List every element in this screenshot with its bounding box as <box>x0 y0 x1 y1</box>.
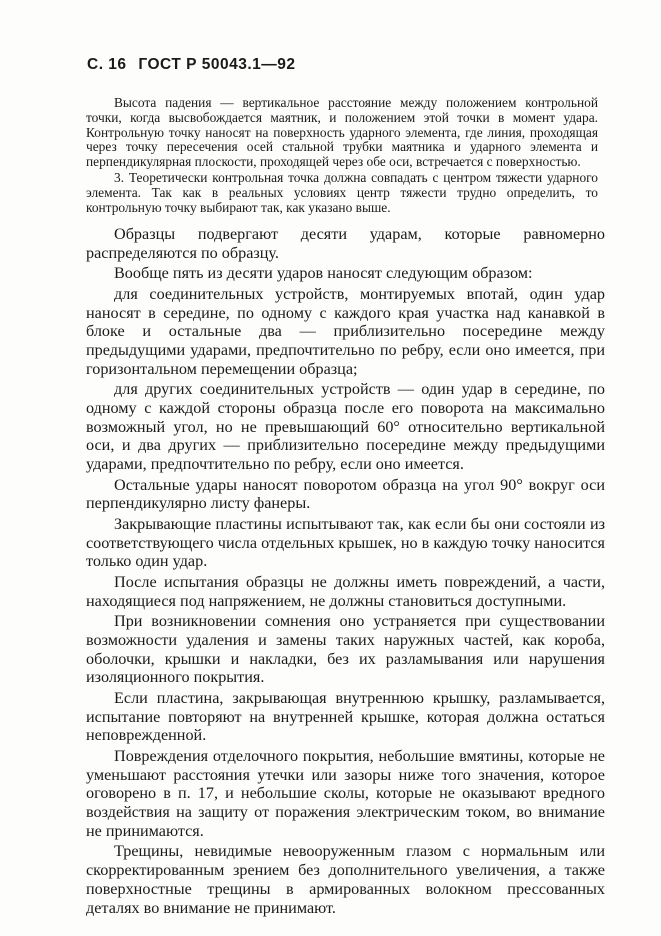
body-paragraph: После испытания образцы не должны иметь повреждений, а части, находящиеся под напряжением, не должны становиться доступными. <box>86 573 605 610</box>
page-header <box>87 56 303 74</box>
notes-block <box>86 96 598 215</box>
main-text <box>86 225 605 917</box>
body-paragraph: Образцы подвергают десяти ударам, которые равномерно распределяются по образцу. <box>86 225 605 262</box>
body-paragraph: Вообще пять из десяти ударов наносят следующим образом: <box>114 264 533 283</box>
body-paragraph: При возникновении сомнения оно устраняется при существовании возможности удаления и замены таких наружных частей, как короба, оболочки, крышки и накладки, без их разламывания или нарушения изоляционного покрытия. <box>86 612 605 687</box>
body-paragraph: Остальные удары наносят поворотом образца на угол 90° вокруг оси перпендикулярно листу фанеры. <box>86 475 605 513</box>
body-paragraph: Трещины, невидимые невооруженным глазом с нормальным или скорректированным зрением без дополнительного увеличения, а также поверхностные трещины в армированных волокном прессованных деталях во внимание не принимают. <box>86 842 605 917</box>
standard-number: ГОСТ Р 50043.1—92 <box>138 56 296 73</box>
note-paragraph: 3. Теоретически контрольная точка должна совпадать с центром тяжести ударного элемента. Так как в реальных условиях центр тяжести трудно определить, то контрольную точку выбирают так, как указано выше. <box>86 169 598 215</box>
page-number: С. 16 <box>87 56 127 73</box>
list-item: для других соединительных устройств — один удар в середине, по одному с каждой стороны образца после его поворота на максимально возможный угол, но не превышающий 60° относительно вертикальной оси, и два других — приблизительно посередине между предыдущими ударами, предпочтительно по ребру, если оно имеется. <box>86 380 605 474</box>
body-paragraph: Повреждения отделочного покрытия, небольшие вмятины, которые не уменьшают расстояния утечки или зазоры ниже того значения, которое оговорено в п. 17, и небольшие сколы, которые не оказывают вредного воздействия на защиту от поражения электрическим током, во внимание не принимаются. <box>86 747 605 840</box>
body-paragraph: Закрывающие пластины испытывают так, как если бы они состояли из соответствующего числа отдельных крышек, но в каждую точку наносится только один удар. <box>86 515 606 571</box>
note-paragraph: Высота падения — вертикальное расстояние между положением контрольной точки, когда высвобождается маятник, и положением этой точки в момент удара. Контрольную точку наносят на поверхность ударного элемента, где линия, проходящая через точку пересечения осей стальной трубки маятника и ударного элемента и перпендикулярная плоскости, проходящей через обе оси, встречается с поверхностью. <box>86 95 598 170</box>
list-item: для соединительных устройств, монтируемых впотай, один удар наносят в середине, по одному с каждого края участка над канавкой в блоке и остальные два — приблизительно посередине между предыдущими ударами, предпочтительно по ребру, если оно имеется, при горизонтальном перемещении образца; <box>86 284 605 378</box>
body-paragraph: Если пластина, закрывающая внутреннюю крышку, разламывается, испытание повторяют на внутренней крышке, которая должна остаться неповрежденной. <box>86 689 605 745</box>
